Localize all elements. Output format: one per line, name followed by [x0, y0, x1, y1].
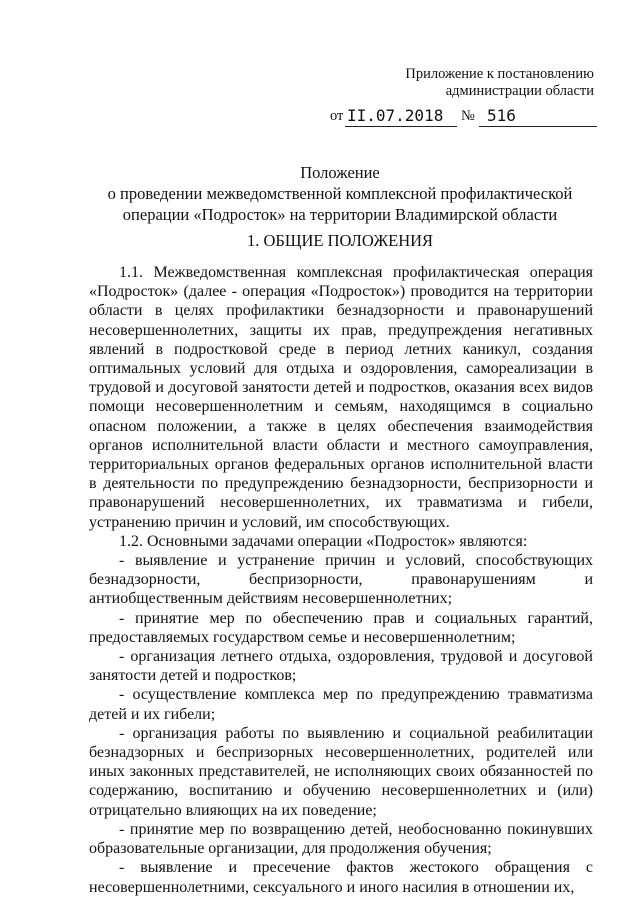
list-item: - организация работы по выявлению и социальной реабилитации безнадзорных и беспризорных несовершеннолетних, родителей или иных законных представителей, не исполняющих своих обязанностей по содержанию, воспитанию и обучению несовершеннолетних и (или) отрицательно влияющих на их поведение;	[89, 724, 593, 819]
number-prefix: №	[461, 108, 475, 124]
appendix-note-line-2: администрации области	[445, 83, 594, 99]
list-item: - осуществление комплекса мер по предупреждению травматизма детей и их гибели;	[89, 686, 593, 723]
list-item: - принятие мер по возвращению детей, необоснованно покинувших образовательные организации, для продолжения обучения;	[89, 820, 593, 858]
list-item: - выявление и устранение причин и условий, способствующих безнадзорности, беспризорности, правонарушениям и антиобщественным действиям несовершеннолетних;	[89, 552, 593, 608]
section-heading: 1. ОБЩИЕ ПОЛОЖЕНИЯ	[246, 231, 434, 250]
title-line-1: Положение	[300, 163, 380, 182]
list-item: - выявление и пресечение фактов жестокого обращения с несовершеннолетними, сексуального и иного насилия в отношении их,	[89, 859, 593, 896]
appendix-note-line-1: Приложение к постановлению	[405, 66, 594, 82]
date-underline	[345, 126, 457, 127]
registration-line	[327, 107, 597, 129]
document-date: II.07.2018	[347, 106, 444, 125]
document-body	[89, 263, 593, 897]
title-line-2: о проведении межведомственной комплексной профилактической	[107, 184, 573, 203]
date-prefix: от	[330, 108, 344, 124]
appendix-note	[405, 66, 594, 100]
list-item: - организация летнего отдыха, оздоровления, трудовой и досуговой занятости детей и подростков;	[89, 648, 593, 685]
number-underline	[479, 126, 597, 127]
title-line-3: операции «Подросток» на территории Владимирской области	[122, 205, 558, 224]
document-number: 516	[487, 106, 516, 125]
paragraph-1-2: 1.2. Основными задачами операции «Подросток» являются:	[119, 532, 528, 550]
list-item: - принятие мер по обеспечению прав и социальных гарантий, предоставляемых государством семье и несовершеннолетним;	[89, 609, 593, 646]
document-title	[60, 162, 620, 225]
paragraph-1-1: 1.1. Межведомственная комплексная профилактическая операция «Подросток» (далее - операция «Подросток») проводится на территории области в целях профилактики безнадзорности и правонарушений несовершеннолетних, защиты их прав, предупреждения негативных явлений в подростковой среде в период летних каникул, создания оптимальных условий для отдыха и оздоровления, самореализации в трудовой и досуговой занятости детей и подростков, оказания всех видов помощи несовершеннолетним и семьям, находящимся в социально опасном положении, а также в целях обеспечения взаимодействия органов исполнительной власти области и местного самоуправления, территориальных органов федеральных органов исполнительной власти в деятельности по предупреждению безнадзорности, беспризорности и правонарушений несовершеннолетних, их травматизма и гибели, устранению причин и условий, им способствующих.	[89, 264, 593, 531]
